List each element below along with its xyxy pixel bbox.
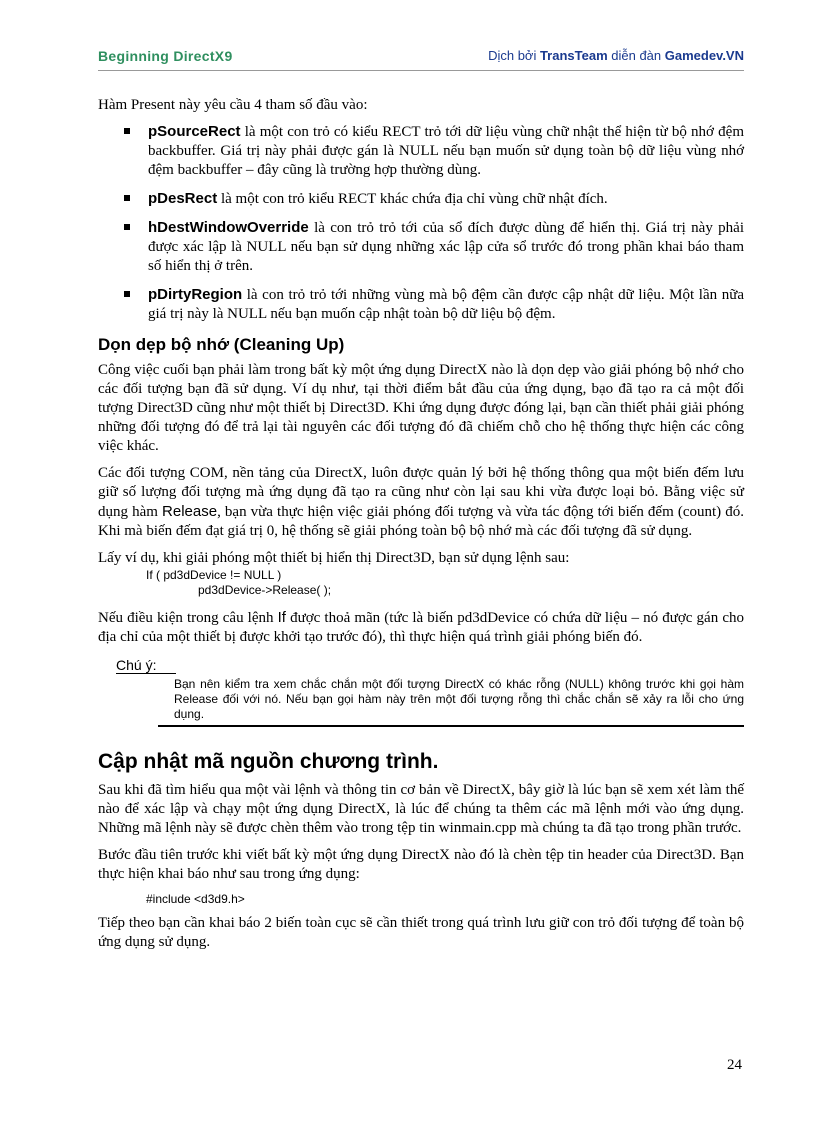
param-desc: là con trỏ trỏ tới những vùng mà bộ đệm cần được cập nhật dữ liệu. Một lần nữa giá trị này là NULL nếu bạn muốn cập nhật toàn bộ dữ liệu bộ đệm.	[148, 287, 744, 322]
header-translator-credit	[488, 48, 744, 63]
release-function-name: Release	[162, 503, 218, 520]
if-keyword: If	[277, 609, 286, 626]
update-paragraph-1: Sau khi đã tìm hiểu qua một vài lệnh và thông tin cơ bản về DirectX, bây giờ là lúc bạn sẽ xem xét làm thế nào để xác lập và chạy một ứng dụng DirectX, là lúc để chúng ta thêm các mã lệnh mới vào ứng dụng. Những mã lệnh này sẽ được chèn thêm vào trong tệp tin winmain.cpp mà chúng ta đã tạo trong phần trước.	[98, 782, 744, 836]
text-run: Các đối tượng COM, nền tảng của DirectX, luôn được quản lý bởi hệ thống thông qua một biến đếm lưu giữ số lượng đối tượng mà ứng dụng đã tạo ra cũng như còn lại sau khi vừa được loại bỏ. Bằng việc sử dụng hàm	[98, 465, 744, 520]
cleanup-paragraph-3: Lấy ví dụ, khi giải phóng một thiết bị hiển thị Direct3D, bạn sử dụng lệnh sau:	[98, 550, 570, 566]
list-item	[98, 285, 744, 324]
page-number: 24	[727, 1057, 742, 1073]
param-desc: là một con trỏ kiểu RECT khác chứa địa chỉ vùng chữ nhật đích.	[217, 191, 608, 207]
note-label: Chú ý:	[116, 657, 176, 674]
list-item	[98, 218, 744, 276]
param-term: pSourceRect	[148, 123, 241, 140]
cleanup-paragraph-4	[98, 608, 744, 647]
text-run: , bạn vừa thực hiện việc giải phóng đối tượng và vừa tác động tới biến đếm (count) đó. Khi mà biến đếm đạt giá trị 0, hệ thống sẽ giải phóng toàn bộ bộ nhớ mà các đối tượng đã sử dụng.	[98, 504, 744, 539]
note-box	[116, 657, 744, 727]
page-content	[98, 96, 744, 952]
credit-team: TransTeam	[539, 48, 608, 63]
bullet-icon	[124, 224, 130, 230]
param-term: hDestWindowOverride	[148, 219, 309, 236]
credit-mid: diễn đàn	[607, 48, 665, 63]
header-book-title: Beginning DirectX9	[98, 48, 233, 64]
note-text: Bạn nên kiểm tra xem chắc chắn một đối tượng DirectX có khác rỗng (NULL) không trước khi gọi hàm Release đối với nó. Nếu bạn gọi hàm này trên một đối tượng rỗng thì chắc chắn sẽ xảy ra lỗi cho ứng dụng.	[158, 675, 744, 727]
code-line-if: If ( pd3dDevice != NULL )	[146, 568, 282, 582]
update-paragraph-2: Bước đầu tiên trước khi viết bất kỳ một ứng dụng DirectX nào đó là chèn tệp tin header của Direct3D. Bạn thực hiện khai báo như sau trong ứng dụng:	[98, 847, 744, 882]
update-paragraph-3: Tiếp theo bạn cần khai báo 2 biến toàn cục sẽ cần thiết trong quá trình lưu giữ con trỏ đối tượng để toàn bộ ứng dụng sử dụng.	[98, 915, 744, 950]
code-include-line: #include <d3d9.h>	[146, 892, 245, 906]
credit-site: Gamedev.VN	[664, 48, 744, 63]
param-term: pDirtyRegion	[148, 286, 243, 303]
text-run: được thoả mãn (tức là biến pd3dDevice có chứa dữ liệu – nó được gán cho địa chỉ của một thiết bị được khởi tạo trước đó), thì thực hiện quá trình giải phóng biến đó.	[98, 610, 744, 645]
text-run: Nếu điều kiện trong câu lệnh	[98, 610, 278, 626]
cleanup-paragraph-1: Công việc cuối bạn phải làm trong bất kỳ một ứng dụng DirectX nào là dọn dẹp vào giải phóng bộ nhớ cho các đối tượng bạn đã sử dụng. Ví dụ như, tại thời điểm bắt đầu của ứng dụng, bạo đã tạo ra cả một đối tượng Direct3D cũng như một thiết bị Direct3D. Khi ứng dụng được đóng lại, bạn cần thiết phải giải phóng những đối tượng đó để trả lại tài nguyên các đối tượng đó đã chiếm chỗ cho hệ thống thực hiện các công việc khác.	[98, 362, 744, 454]
list-item	[98, 189, 744, 209]
param-desc: là con trỏ trỏ tới của sổ đích được dùng để hiển thị. Giá trị này phải được xác lập là NULL nếu bạn sử dụng những xác lập cửa sổ trước đó trong phần khai báo tham số hiển thị ở trên.	[148, 220, 744, 274]
cleanup-paragraph-2	[98, 464, 744, 541]
section-heading-update-source: Cập nhật mã nguồn chương trình.	[98, 750, 439, 773]
bullet-icon	[124, 195, 130, 201]
list-item	[98, 122, 744, 180]
page-header	[98, 48, 744, 71]
param-term: pDesRect	[148, 190, 218, 207]
credit-prefix: Dịch bởi	[488, 48, 540, 63]
bullet-icon	[124, 128, 130, 134]
section-heading-cleanup: Dọn dẹp bộ nhớ (Cleaning Up)	[98, 335, 345, 354]
code-line-release: pd3dDevice->Release( );	[198, 583, 332, 597]
bullet-icon	[124, 291, 130, 297]
parameter-list	[98, 122, 744, 324]
param-desc: là một con trỏ có kiểu RECT trỏ tới dữ liệu vùng chữ nhật thể hiện từ bộ nhớ đệm backbuffer. Giá trị này phải được gán là NULL nếu bạn muốn sử dụng toàn bộ dữ liệu vùng nhớ đệm backbuffer – đây cũng là trường hợp thường dùng.	[148, 124, 744, 178]
intro-paragraph: Hàm Present này yêu cầu 4 tham số đầu vào:	[98, 97, 368, 113]
